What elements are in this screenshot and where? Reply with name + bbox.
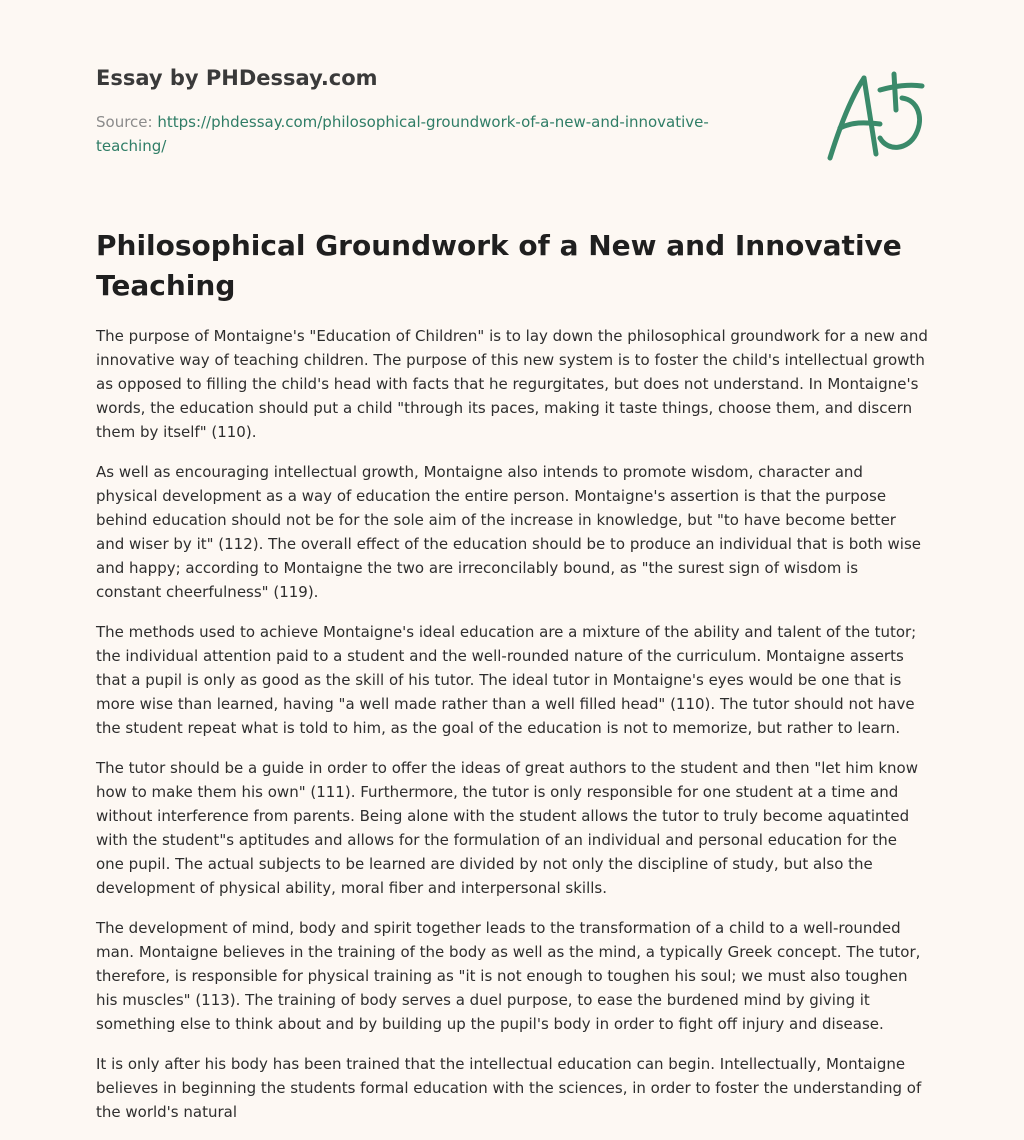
essay-paragraph: The development of mind, body and spirit together leads to the transformation of a child to a well-rounded man. Montaigne believes in the training of the body as well as the mind, a typically Greek concept. The tutor, therefore, is responsible for physical training as "it is not enough to toughen his soul; we must also toughen his muscles" (113). The training of body serves a duel purpose, to ease the burdened mind by giving it something else to think about and by building up the pupil's body in order to fight off injury and disease. xyxy=(96,919,921,1033)
essay-paragraph: It is only after his body has been trained that the intellectual education can begin. Intellectually, Montaigne believes in beginning the students formal education with the sciences, in order to foster the understanding of the world's natural xyxy=(96,1055,922,1121)
a-plus-logo xyxy=(818,66,930,166)
essay-paragraph: The purpose of Montaigne's "Education of Children" is to lay down the philosophical groundwork for a new and innovative way of teaching children. The purpose of this new system is to foster the child's intellectual growth as opposed to filling the child's head with facts that he regurgitates, but does not understand. In Montaigne's words, the education should put a child "through its paces, making it taste things, choose them, and discern them by itself" (110). xyxy=(96,327,928,441)
source-link[interactable]: https://phdessay.com/philosophical-groundwork-of-a-new-and-innovative-teaching/ xyxy=(96,113,709,155)
source-label: Source: xyxy=(96,113,158,131)
site-title: Essay by PHDessay.com xyxy=(96,66,378,90)
essay-paragraph: As well as encouraging intellectual growth, Montaigne also intends to promote wisdom, character and physical development as a way of education the entire person. Montaigne's assertion is that the purpose behind education should not be for the sole aim of the increase in knowledge, but "to have become better and wiser by it" (112). The overall effect of the education should be to produce an individual that is both wise and happy; according to Montaigne the two are irreconcilably bound, as "the surest sign of wisdom is constant cheerfulness" (119). xyxy=(96,463,922,601)
essay-body xyxy=(96,324,928,1140)
essay-title: Philosophical Groundwork of a New and Innovative Teaching xyxy=(96,229,902,302)
source-line xyxy=(96,110,736,158)
essay-paragraph: The methods used to achieve Montaigne's ideal education are a mixture of the ability and talent of the tutor; the individual attention paid to a student and the well-rounded nature of the curriculum. Montaigne asserts that a pupil is only as good as the skill of his tutor. The ideal tutor in Montaigne's eyes would be one that is more wise than learned, having "a well made rather than a well filled head" (110). The tutor should not have the student repeat what is told to him, as the goal of the education is not to memorize, but rather to learn. xyxy=(96,623,917,737)
essay-paragraph: The tutor should be a guide in order to offer the ideas of great authors to the student and then "let him know how to make them his own" (111). Furthermore, the tutor is only responsible for one student at a time and without interference from parents. Being alone with the student allows the tutor to truly become aquatinted with the student"s aptitudes and allows for the formulation of an individual and personal education for the one pupil. The actual subjects to be learned are divided by not only the discipline of study, but also the development of physical ability, moral fiber and interpersonal skills. xyxy=(96,759,918,897)
